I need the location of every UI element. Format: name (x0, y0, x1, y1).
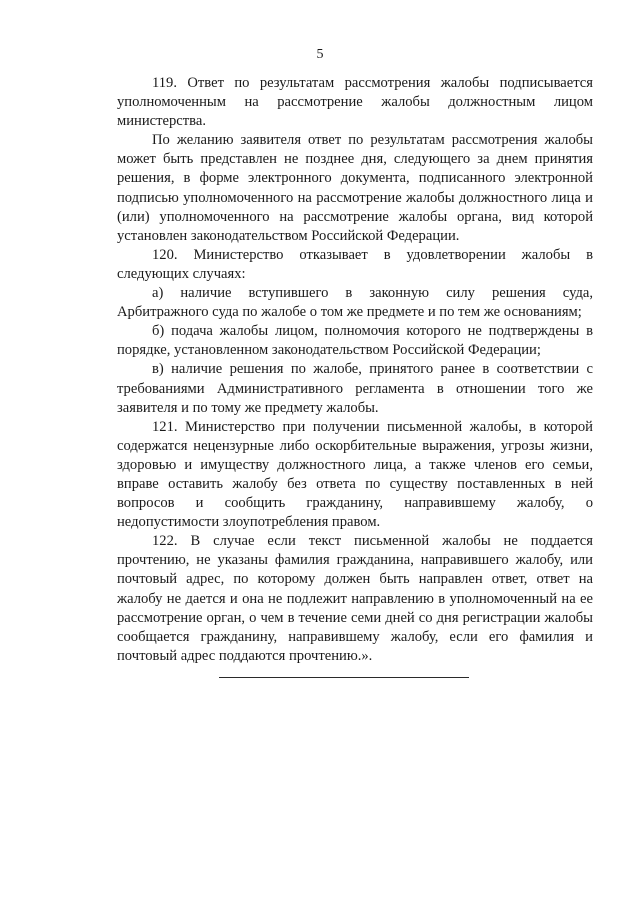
paragraph-121: 121. Министерство при получении письменной жалобы, в которой содержатся нецензурные либо оскорбительные выражения, угрозы жизни, здоровью и имуществу должностного лица, а также членов его семьи, вправе оставить жалобу без ответа по существу поставленных в ней вопросов и сообщить гражданину, направившему жалобу, о недопустимости злоупотребления правом. (117, 418, 593, 531)
paragraph-119: 119. Ответ по результатам рассмотрения жалобы подписывается уполномоченным на рассмотрение жалобы должностным лицом министерства. (117, 75, 593, 130)
paragraph-119-electronic-answer: По желанию заявителя ответ по результатам рассмотрения жалобы может быть представлен не позднее дня, следующего за днем принятия решения, в форме электронного документа, подписанного электронной подписью уполномоченного на рассмотрение жалобы должностного лица и (или) уполномоченного на рассмотрение жалобы органа, вид которой установлен законодательством Российской Федерации. (117, 132, 593, 244)
paragraph-120: 120. Министерство отказывает в удовлетворении жалобы в следующих случаях: (117, 246, 593, 282)
paragraph-122: 122. В случае если текст письменной жалобы не поддается прочтению, не указаны фамилия гражданина, направившего жалобу, или почтовый адрес, по которому должен быть направлен ответ, ответ на жалобу не дается и она не подлежит направлению в уполномоченный на ее рассмотрение орган, о чем в течение семи дней со дня регистрации жалобы сообщается гражданину, направившему жалобу, если его фамилия и почтовый адрес поддаются прочтению.». (117, 533, 593, 664)
paragraph-120-item-b: б) подача жалобы лицом, полномочия которого не подтверждены в порядке, установленном законодательством Российской Федерации; (117, 323, 593, 359)
paragraph-120-item-a: а) наличие вступившего в законную силу решения суда, Арбитражного суда по жалобе о том же предмете и по тем же основаниям; (117, 285, 593, 321)
end-of-document-rule (219, 677, 469, 678)
document-body (117, 74, 593, 666)
page-number: 5 (316, 47, 324, 62)
paragraph-120-item-v: в) наличие решения по жалобе, принятого ранее в соответствии с требованиями Административного регламента в отношении того же заявителя и по тому же предмету жалобы. (117, 361, 593, 416)
